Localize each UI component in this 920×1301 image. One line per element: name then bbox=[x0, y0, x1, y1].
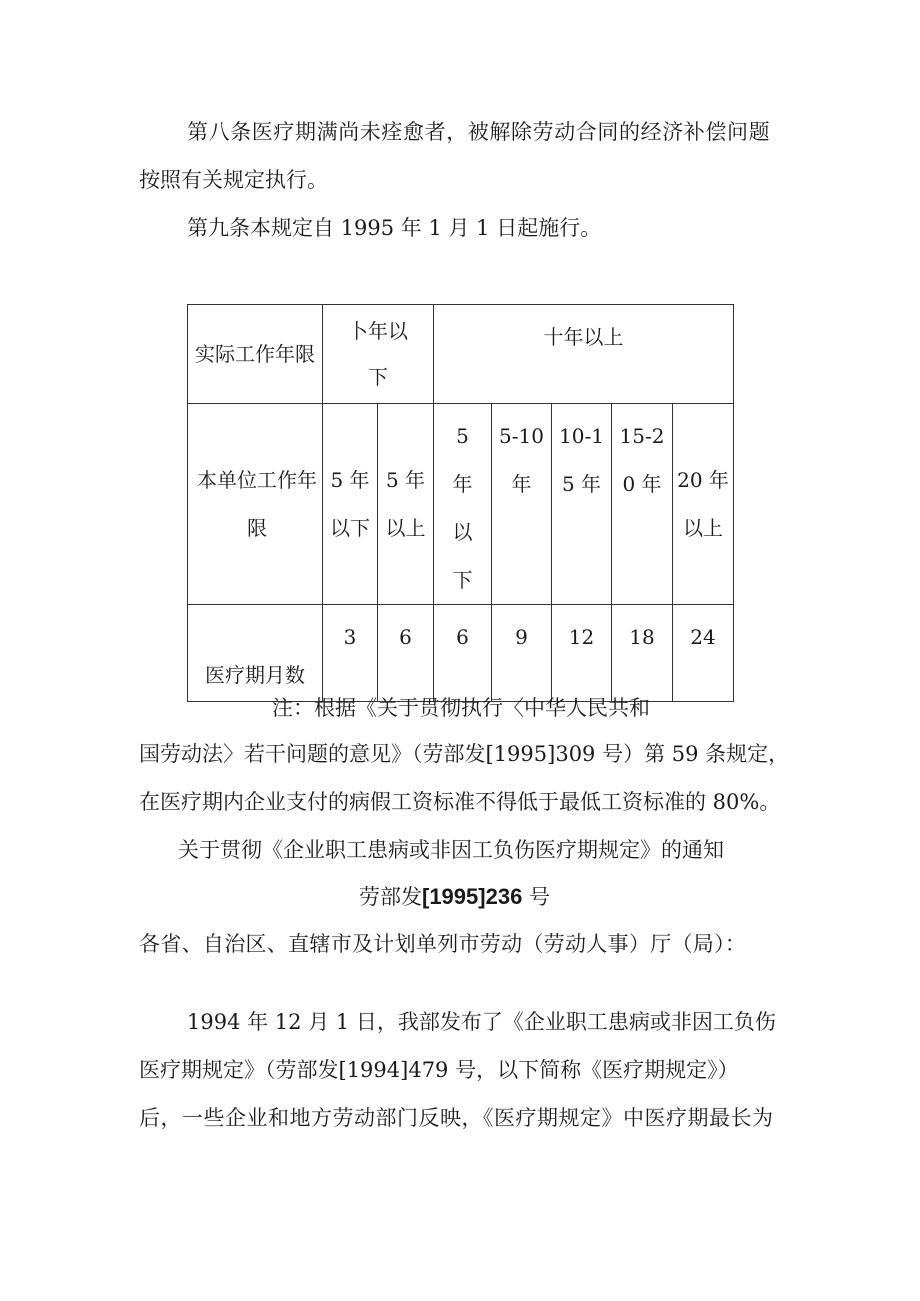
months-cell: 24 bbox=[673, 605, 734, 702]
months-cell: 6 bbox=[378, 605, 434, 702]
group-over-ten-years: 十年以上 bbox=[434, 305, 734, 404]
header-medical-months: 医疗期月数 bbox=[188, 605, 323, 702]
unit-years-cell: 15-20 年 bbox=[612, 404, 673, 605]
months-cell: 9 bbox=[492, 605, 552, 702]
doc-number-prefix: 劳部发 bbox=[359, 885, 422, 909]
medical-period-table bbox=[187, 304, 734, 702]
months-cell: 3 bbox=[323, 605, 378, 702]
table-row-months bbox=[188, 605, 734, 702]
article-9: 第九条本规定自 1995 年 1 月 1 日起施行。 bbox=[187, 216, 602, 240]
months-cell: 6 bbox=[434, 605, 492, 702]
notice-title: 关于贯彻《企业职工患病或非因工负伤医疗期规定》的通知 bbox=[178, 838, 724, 862]
doc-number-value: [1995]236 bbox=[422, 884, 523, 909]
note-line-1: 注：根据《关于贯彻执行〈中华人民共和 bbox=[272, 696, 650, 720]
notice-body-line-3: 后，一些企业和地方劳动部门反映，《医疗期规定》中医疗期最长为 bbox=[139, 1106, 774, 1130]
unit-years-cell: 20 年以上 bbox=[673, 404, 734, 605]
header-unit-work-years: 本单位工作年限 bbox=[188, 404, 323, 605]
group-under-ten-years: 卜年以下 bbox=[323, 305, 434, 404]
unit-years-cell: 10-15 年 bbox=[552, 404, 612, 605]
unit-years-cell: 5 年以下 bbox=[323, 404, 378, 605]
note-line-3: 在医疗期内企业支付的病假工资标准不得低于最低工资标准的 80%。 bbox=[139, 790, 781, 814]
notice-doc-number bbox=[359, 886, 550, 908]
unit-years-cell: 5-10 年 bbox=[492, 404, 552, 605]
unit-years-cell: 5 年以上 bbox=[378, 404, 434, 605]
article-8-line-2: 按照有关规定执行。 bbox=[139, 168, 328, 192]
table-row-work-years bbox=[188, 305, 734, 404]
months-cell: 18 bbox=[612, 605, 673, 702]
notice-recipients: 各省、自治区、直辖市及计划单列市劳动（劳动人事）厅（局）： bbox=[139, 932, 747, 956]
article-8-line-1: 第八条医疗期满尚未痊愈者，被解除劳动合同的经济补偿问题 bbox=[187, 120, 771, 144]
table-row-unit-years bbox=[188, 404, 734, 605]
unit-years-cell: 5 年以下 bbox=[434, 404, 492, 605]
doc-number-suffix: 号 bbox=[522, 885, 550, 909]
notice-body-line-2: 医疗期规定》（劳部发[1994]479 号，以下简称《医疗期规定》） bbox=[139, 1058, 739, 1082]
note-line-2: 国劳动法〉若干问题的意见》（劳部发[1995]309 号）第 59 条规定， bbox=[139, 742, 790, 766]
header-actual-work-years: 实际工作年限 bbox=[188, 305, 323, 404]
months-cell: 12 bbox=[552, 605, 612, 702]
notice-body-line-1: 1994 年 12 月 1 日，我部发布了《企业职工患病或非因工负伤 bbox=[187, 1010, 776, 1034]
